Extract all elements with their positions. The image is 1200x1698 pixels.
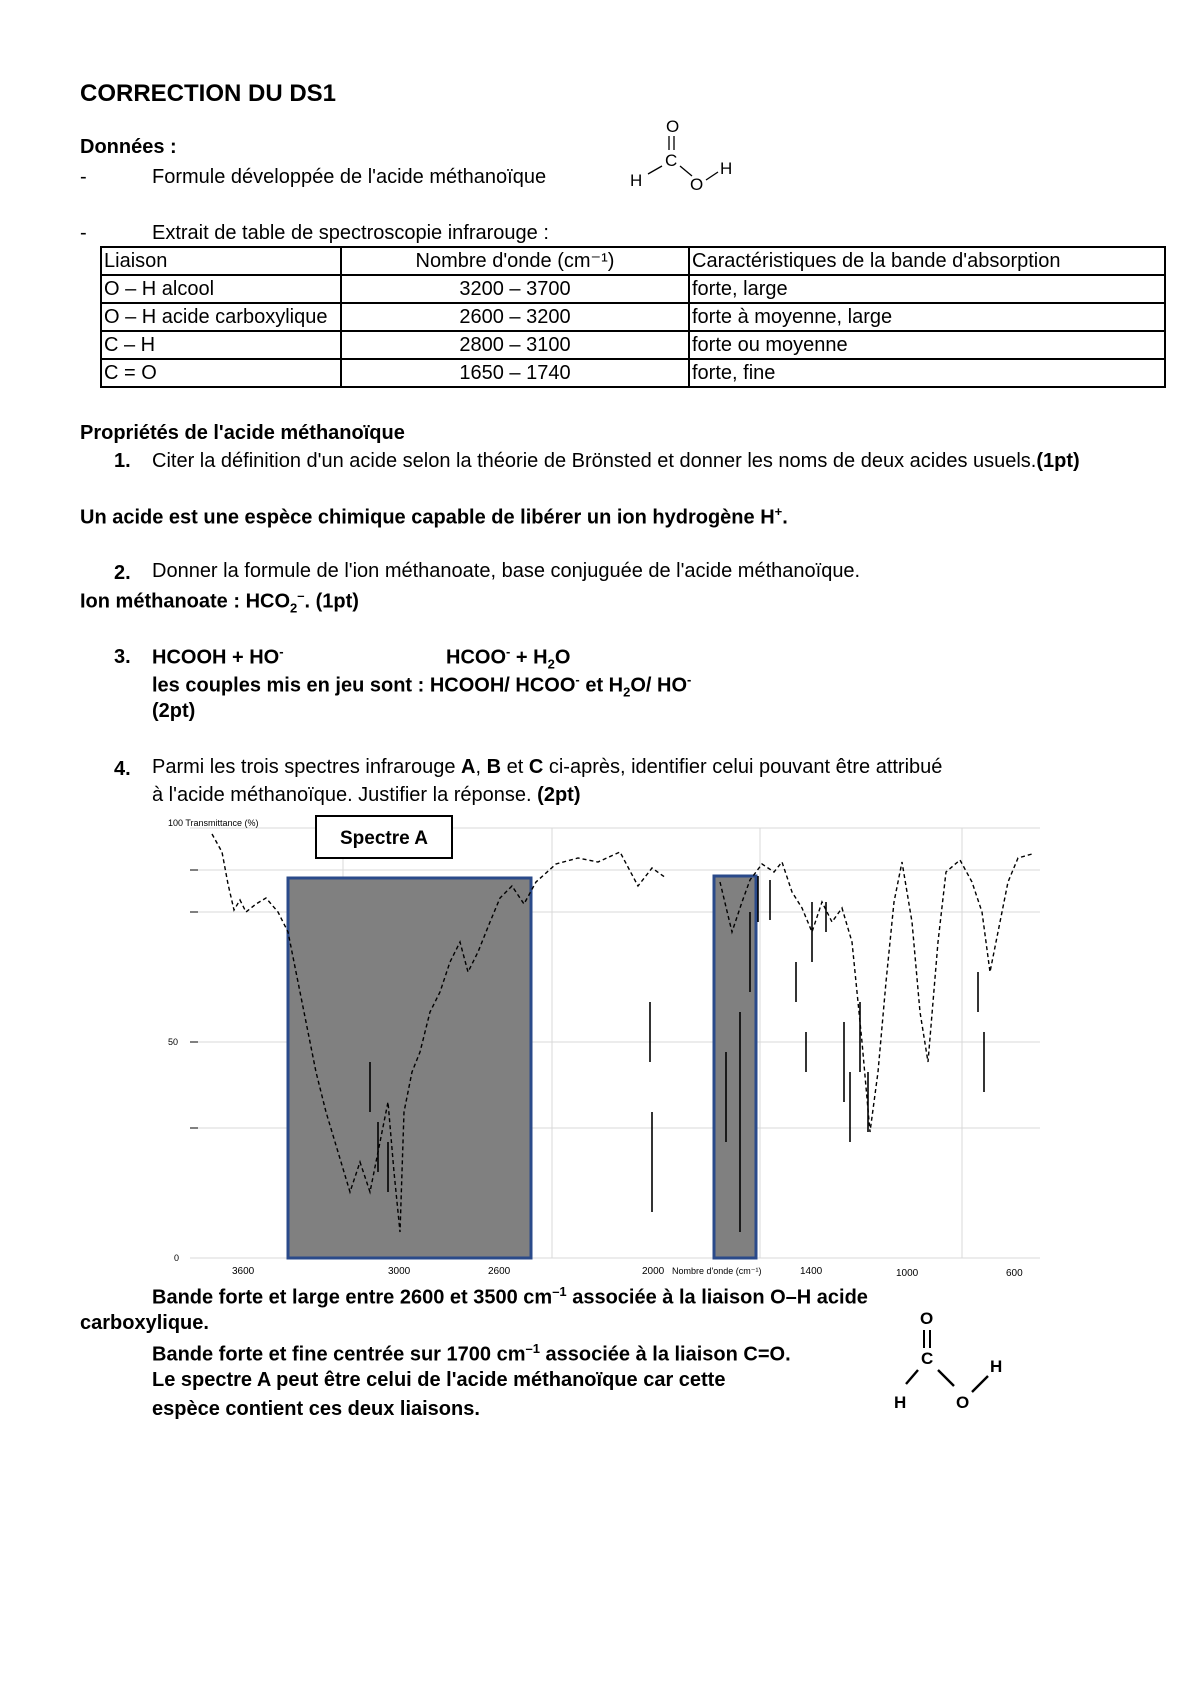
question-4-line-2 bbox=[152, 784, 580, 807]
couples-mid: et H bbox=[579, 674, 624, 697]
answer-4-l1-text: Bande forte et large entre 2600 et 3500 cm bbox=[152, 1286, 553, 1309]
table-row bbox=[101, 331, 1165, 359]
table-cell: forte, fine bbox=[689, 359, 1165, 387]
reaction-products bbox=[446, 644, 570, 672]
table-row bbox=[101, 275, 1165, 303]
spectrum-label: Spectre A bbox=[340, 828, 428, 849]
table-cell: forte ou moyenne bbox=[689, 331, 1165, 359]
question-1-statement: Citer la définition d'un acide selon la théorie de Brönsted et donner les noms de deux acides usuels. bbox=[152, 450, 1037, 472]
answer-4-l3-sup: –1 bbox=[525, 1341, 540, 1356]
formula-bold-c: C bbox=[921, 1349, 934, 1368]
answer-2-sub: 2 bbox=[290, 600, 298, 616]
answer-4-l3-end: associée à la liaison C=O. bbox=[539, 1343, 791, 1366]
products-h: + H bbox=[510, 646, 548, 669]
formula-c: C bbox=[665, 151, 678, 170]
q4-text-a: Parmi les trois spectres infrarouge bbox=[152, 756, 462, 778]
table-cell: 2800 – 3100 bbox=[341, 331, 689, 359]
q4-sep-2: et bbox=[501, 756, 529, 778]
answer-4-line-3 bbox=[152, 1341, 791, 1367]
table-header: Nombre d'onde (cm⁻¹) bbox=[341, 247, 689, 275]
bullet-dash-1: - bbox=[80, 166, 87, 188]
bullet-table-text: Extrait de table de spectroscopie infrarouge : bbox=[152, 222, 549, 244]
page-title: CORRECTION DU DS1 bbox=[80, 80, 337, 107]
question-2-text: Donner la formule de l'ion méthanoate, base conjuguée de l'acide méthanoïque. bbox=[152, 560, 861, 582]
ir-spectrum-figure bbox=[160, 812, 1040, 1282]
bullet-formula-text: Formule développée de l'acide méthanoïque bbox=[152, 166, 547, 188]
table-row bbox=[101, 359, 1165, 387]
methanoic-acid-formula-small bbox=[624, 114, 744, 194]
question-3-number: 3. bbox=[114, 646, 131, 668]
question-1-number: 1. bbox=[114, 450, 131, 472]
formula-bold-h-right: H bbox=[990, 1357, 1003, 1376]
q4-text-c: à l'acide méthanoïque. Justifier la réponse. bbox=[152, 784, 538, 806]
table-row bbox=[101, 303, 1165, 331]
answer-1-text: Un acide est une espèce chimique capable de libérer un ion hydrogène H bbox=[80, 506, 775, 529]
q4-letter-a: A bbox=[461, 756, 476, 778]
x-axis-label: Nombre d'onde (cm⁻¹) bbox=[672, 1266, 762, 1276]
table-header-row bbox=[101, 247, 1165, 275]
question-1-points: (1pt) bbox=[1036, 450, 1080, 472]
products-text: HCOO bbox=[446, 646, 506, 669]
formula-h-left: H bbox=[630, 171, 643, 190]
question-4-points: (2pt) bbox=[537, 784, 581, 806]
answer-3-couples bbox=[152, 672, 691, 700]
question-2-number: 2. bbox=[114, 562, 131, 584]
formula-bold-o-right: O bbox=[956, 1393, 970, 1412]
formula-o-top: O bbox=[666, 117, 680, 136]
table-cell: C – H bbox=[101, 331, 341, 359]
answer-1-end: . bbox=[782, 506, 788, 529]
x-tick-2600: 2600 bbox=[488, 1266, 511, 1277]
properties-heading: Propriétés de l'acide méthanoïque bbox=[80, 422, 405, 444]
spectrum-trace-right bbox=[720, 854, 1032, 1132]
answer-4-line-1 bbox=[152, 1284, 868, 1310]
products-sub: 2 bbox=[547, 656, 555, 672]
products-o: O bbox=[554, 646, 571, 669]
x-tick-2000: 2000 bbox=[642, 1266, 665, 1277]
q4-sep-1: , bbox=[475, 756, 487, 778]
answer-3-points: (2pt) bbox=[152, 700, 196, 722]
table-cell: forte à moyenne, large bbox=[689, 303, 1165, 331]
answer-4-l1-end: associée à la liaison O–H acide bbox=[566, 1286, 868, 1309]
couples-sup-2: - bbox=[687, 672, 692, 687]
table-header: Liaison bbox=[101, 247, 341, 275]
x-tick-3000: 3000 bbox=[388, 1266, 411, 1277]
table-cell: C = O bbox=[101, 359, 341, 387]
table-header: Caractéristiques de la bande d'absorption bbox=[689, 247, 1165, 275]
answer-4-line-4: Le spectre A peut être celui de l'acide méthanoïque car cette bbox=[152, 1369, 726, 1391]
answer-2-sup: – bbox=[297, 588, 305, 603]
table-cell: 1650 – 1740 bbox=[341, 359, 689, 387]
table-cell: O – H acide carboxylique bbox=[101, 303, 341, 331]
y-tick-0: 0 bbox=[174, 1253, 180, 1263]
oh-band-highlight bbox=[288, 878, 531, 1258]
formula-bold-h-left: H bbox=[894, 1393, 907, 1412]
answer-4-l1-sup: –1 bbox=[552, 1284, 567, 1299]
ir-table bbox=[100, 246, 1166, 388]
answer-4-l3-text: Bande forte et fine centrée sur 1700 cm bbox=[152, 1343, 526, 1366]
q4-letter-c: C bbox=[528, 756, 544, 778]
question-4-number: 4. bbox=[114, 758, 131, 780]
products-sup: - bbox=[506, 644, 511, 659]
methanoic-acid-formula-bold bbox=[888, 1306, 1018, 1416]
answer-4-line-5: espèce contient ces deux liaisons. bbox=[152, 1398, 480, 1420]
formula-bold-o-top: O bbox=[920, 1309, 934, 1328]
answer-2 bbox=[80, 588, 359, 616]
couples-mid-2: O/ HO bbox=[630, 674, 688, 697]
reaction-reactants bbox=[152, 644, 284, 670]
question-1-text bbox=[152, 448, 1118, 474]
couples-sub: 2 bbox=[623, 684, 631, 700]
x-tick-1000: 1000 bbox=[896, 1268, 919, 1279]
formula-o-right: O bbox=[690, 175, 704, 194]
answer-1 bbox=[80, 504, 788, 530]
question-4-line-1 bbox=[152, 756, 942, 779]
reactants-text: HCOOH + HO bbox=[152, 646, 280, 669]
x-tick-1400: 1400 bbox=[800, 1266, 823, 1277]
table-cell: O – H alcool bbox=[101, 275, 341, 303]
table-cell: forte, large bbox=[689, 275, 1165, 303]
formula-h-right: H bbox=[720, 159, 733, 178]
x-tick-600: 600 bbox=[1006, 1268, 1023, 1279]
couples-sup-1: - bbox=[575, 672, 580, 687]
y-axis-label: 100 Transmittance (%) bbox=[168, 818, 259, 828]
donnees-heading: Données : bbox=[80, 136, 177, 158]
reactants-sup: - bbox=[279, 644, 284, 659]
bullet-dash-2: - bbox=[80, 222, 87, 244]
answer-4-line-2: carboxylique. bbox=[80, 1312, 209, 1334]
q4-text-b: ci-après, identifier celui pouvant être attribué bbox=[543, 756, 943, 778]
couples-text: les couples mis en jeu sont : HCOOH/ HCOO bbox=[152, 674, 576, 697]
answer-1-sup: + bbox=[774, 504, 783, 519]
answer-2-text: Ion méthanoate : HCO bbox=[80, 590, 291, 613]
table-cell: 2600 – 3200 bbox=[341, 303, 689, 331]
y-tick-50: 50 bbox=[168, 1037, 179, 1047]
table-cell: 3200 – 3700 bbox=[341, 275, 689, 303]
q4-letter-b: B bbox=[486, 756, 502, 778]
answer-2-end: . (1pt) bbox=[304, 590, 359, 613]
x-tick-3600: 3600 bbox=[232, 1266, 255, 1277]
